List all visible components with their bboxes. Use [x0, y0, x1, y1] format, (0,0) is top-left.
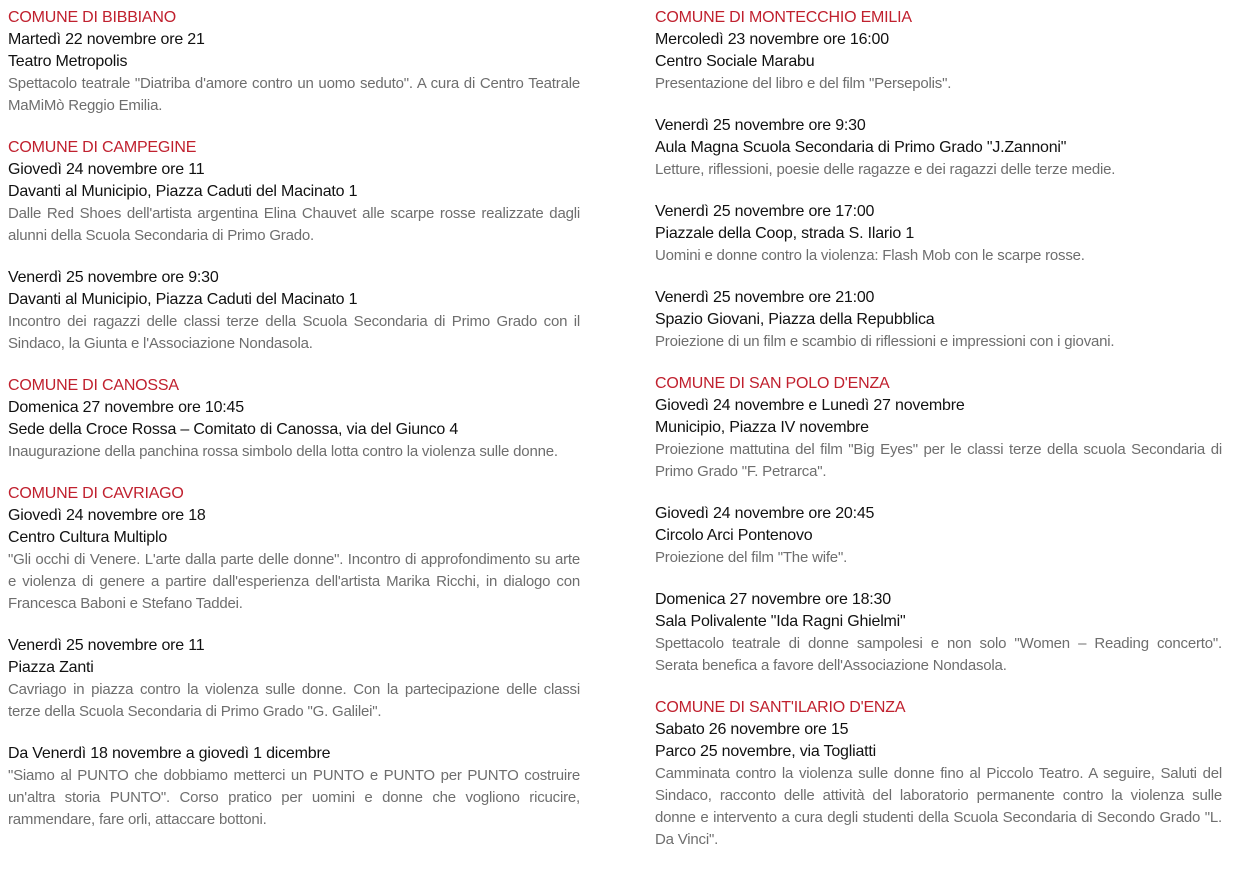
event-place: Aula Magna Scuola Secondaria di Primo Grado "J.Zannoni"	[655, 139, 1067, 156]
event-place: Parco 25 novembre, via Togliatti	[655, 743, 876, 760]
comune-title: COMUNE DI CANOSSA	[8, 377, 179, 394]
comune-title: COMUNE DI SANT'ILARIO D'ENZA	[655, 699, 906, 716]
event-item	[8, 743, 580, 831]
event-description: Inaugurazione della panchina rossa simbolo della lotta contro la violenza sulle donne.	[8, 443, 558, 460]
event-item	[8, 267, 580, 355]
event-description: Proiezione mattutina del film "Big Eyes" per le classi terze della scuola Secondaria di Primo Grado "F. Petrarca".	[655, 441, 1222, 480]
event-description: Spettacolo teatrale "Diatriba d'amore contro un uomo seduto". A cura di Centro Teatrale MaMiMò Reggio Emilia.	[8, 75, 580, 114]
event-date: Venerdì 25 novembre ore 9:30	[8, 269, 219, 286]
event-item	[8, 635, 580, 723]
event-date: Mercoledì 23 novembre ore 16:00	[655, 31, 889, 48]
event-item	[655, 395, 1222, 483]
event-item	[655, 589, 1222, 677]
event-date: Domenica 27 novembre ore 18:30	[655, 591, 891, 608]
event-date: Giovedì 24 novembre ore 11	[8, 161, 205, 178]
event-place: Centro Cultura Multiplo	[8, 529, 168, 546]
event-description: Incontro dei ragazzi delle classi terze della Scuola Secondaria di Primo Grado con il Sindaco, la Giunta e l'Associazione Nondasola.	[8, 313, 580, 352]
event-item	[8, 159, 580, 247]
comune-title: COMUNE DI CAMPEGINE	[8, 139, 197, 156]
event-item	[8, 505, 580, 615]
event-place: Piazzale della Coop, strada S. Ilario 1	[655, 225, 915, 242]
event-description: Dalle Red Shoes dell'artista argentina Elina Chauvet alle scarpe rosse realizzate dagli alunni della Scuola Secondaria di Primo Grado.	[8, 205, 580, 244]
event-place: Davanti al Municipio, Piazza Caduti del Macinato 1	[8, 183, 358, 200]
event-item	[655, 115, 1222, 181]
event-date: Giovedì 24 novembre e Lunedì 27 novembre	[655, 397, 965, 414]
event-place: Davanti al Municipio, Piazza Caduti del Macinato 1	[8, 291, 358, 308]
comune-title: COMUNE DI SAN POLO D'ENZA	[655, 375, 890, 392]
event-date: Venerdì 25 novembre ore 17:00	[655, 203, 875, 220]
event-item	[8, 397, 580, 463]
event-place: Centro Sociale Marabu	[655, 53, 815, 70]
event-date: Giovedì 24 novembre ore 20:45	[655, 505, 875, 522]
event-item	[655, 201, 1222, 267]
event-description: Presentazione del libro e del film "Persepolis".	[655, 75, 952, 92]
left-column	[8, 7, 580, 831]
event-place: Spazio Giovani, Piazza della Repubblica	[655, 311, 935, 328]
event-item	[655, 503, 1222, 569]
event-place: Sede della Croce Rossa – Comitato di Canossa, via del Giunco 4	[8, 421, 459, 438]
event-place: Circolo Arci Pontenovo	[655, 527, 813, 544]
event-place: Sala Polivalente "Ida Ragni Ghielmi"	[655, 613, 906, 630]
event-description: Cavriago in piazza contro la violenza sulle donne. Con la partecipazione delle classi terze della Scuola Secondaria di Primo Grado "G. Galilei".	[8, 681, 580, 720]
right-column	[655, 7, 1222, 851]
event-date: Martedì 22 novembre ore 21	[8, 31, 205, 48]
event-item	[655, 29, 1222, 95]
event-description: Uomini e donne contro la violenza: Flash Mob con le scarpe rosse.	[655, 247, 1085, 264]
event-place: Teatro Metropolis	[8, 53, 128, 70]
event-date: Sabato 26 novembre ore 15	[655, 721, 849, 738]
event-description: Spettacolo teatrale di donne sampolesi e non solo "Women – Reading concerto". Serata benefica a favore dell'Associazione Nondasola.	[655, 635, 1222, 674]
event-item	[655, 287, 1222, 353]
event-date: Venerdì 25 novembre ore 21:00	[655, 289, 875, 306]
event-date: Giovedì 24 novembre ore 18	[8, 507, 206, 524]
event-item	[8, 29, 580, 117]
event-description: Letture, riflessioni, poesie delle ragazze e dei ragazzi delle terze medie.	[655, 161, 1116, 178]
event-description: Proiezione del film "The wife".	[655, 549, 848, 566]
comune-title: COMUNE DI BIBBIANO	[8, 9, 176, 26]
event-date: Da Venerdì 18 novembre a giovedì 1 dicembre	[8, 745, 331, 762]
event-description: "Gli occhi di Venere. L'arte dalla parte delle donne". Incontro di approfondimento su arte e violenza di genere a partire dall'esperienza dell'artista Marika Ricchi, in dialogo con Francesca Baboni e Stefano Taddei.	[8, 551, 580, 612]
event-date: Venerdì 25 novembre ore 9:30	[655, 117, 866, 134]
event-place: Municipio, Piazza IV novembre	[655, 419, 869, 436]
comune-title: COMUNE DI MONTECCHIO EMILIA	[655, 9, 912, 26]
event-place: Piazza Zanti	[8, 659, 94, 676]
event-description: Camminata contro la violenza sulle donne fino al Piccolo Teatro. A seguire, Saluti del Sindaco, racconto delle attività del laboratorio permanente contro la violenza sulle donne e intervento a cura degli studenti della Scuola Secondaria di Secondo Grado "L. Da Vinci".	[655, 765, 1222, 848]
comune-title: COMUNE DI CAVRIAGO	[8, 485, 184, 502]
event-description: Proiezione di un film e scambio di riflessioni e impressioni con i giovani.	[655, 333, 1115, 350]
event-description: "Siamo al PUNTO che dobbiamo metterci un PUNTO e PUNTO per PUNTO costruire un'altra storia PUNTO". Corso pratico per uomini e donne che vogliono ricucire, rammendare, fare orli, attaccare bottoni.	[8, 767, 580, 828]
event-date: Venerdì 25 novembre ore 11	[8, 637, 205, 654]
event-item	[655, 719, 1222, 851]
event-date: Domenica 27 novembre ore 10:45	[8, 399, 244, 416]
